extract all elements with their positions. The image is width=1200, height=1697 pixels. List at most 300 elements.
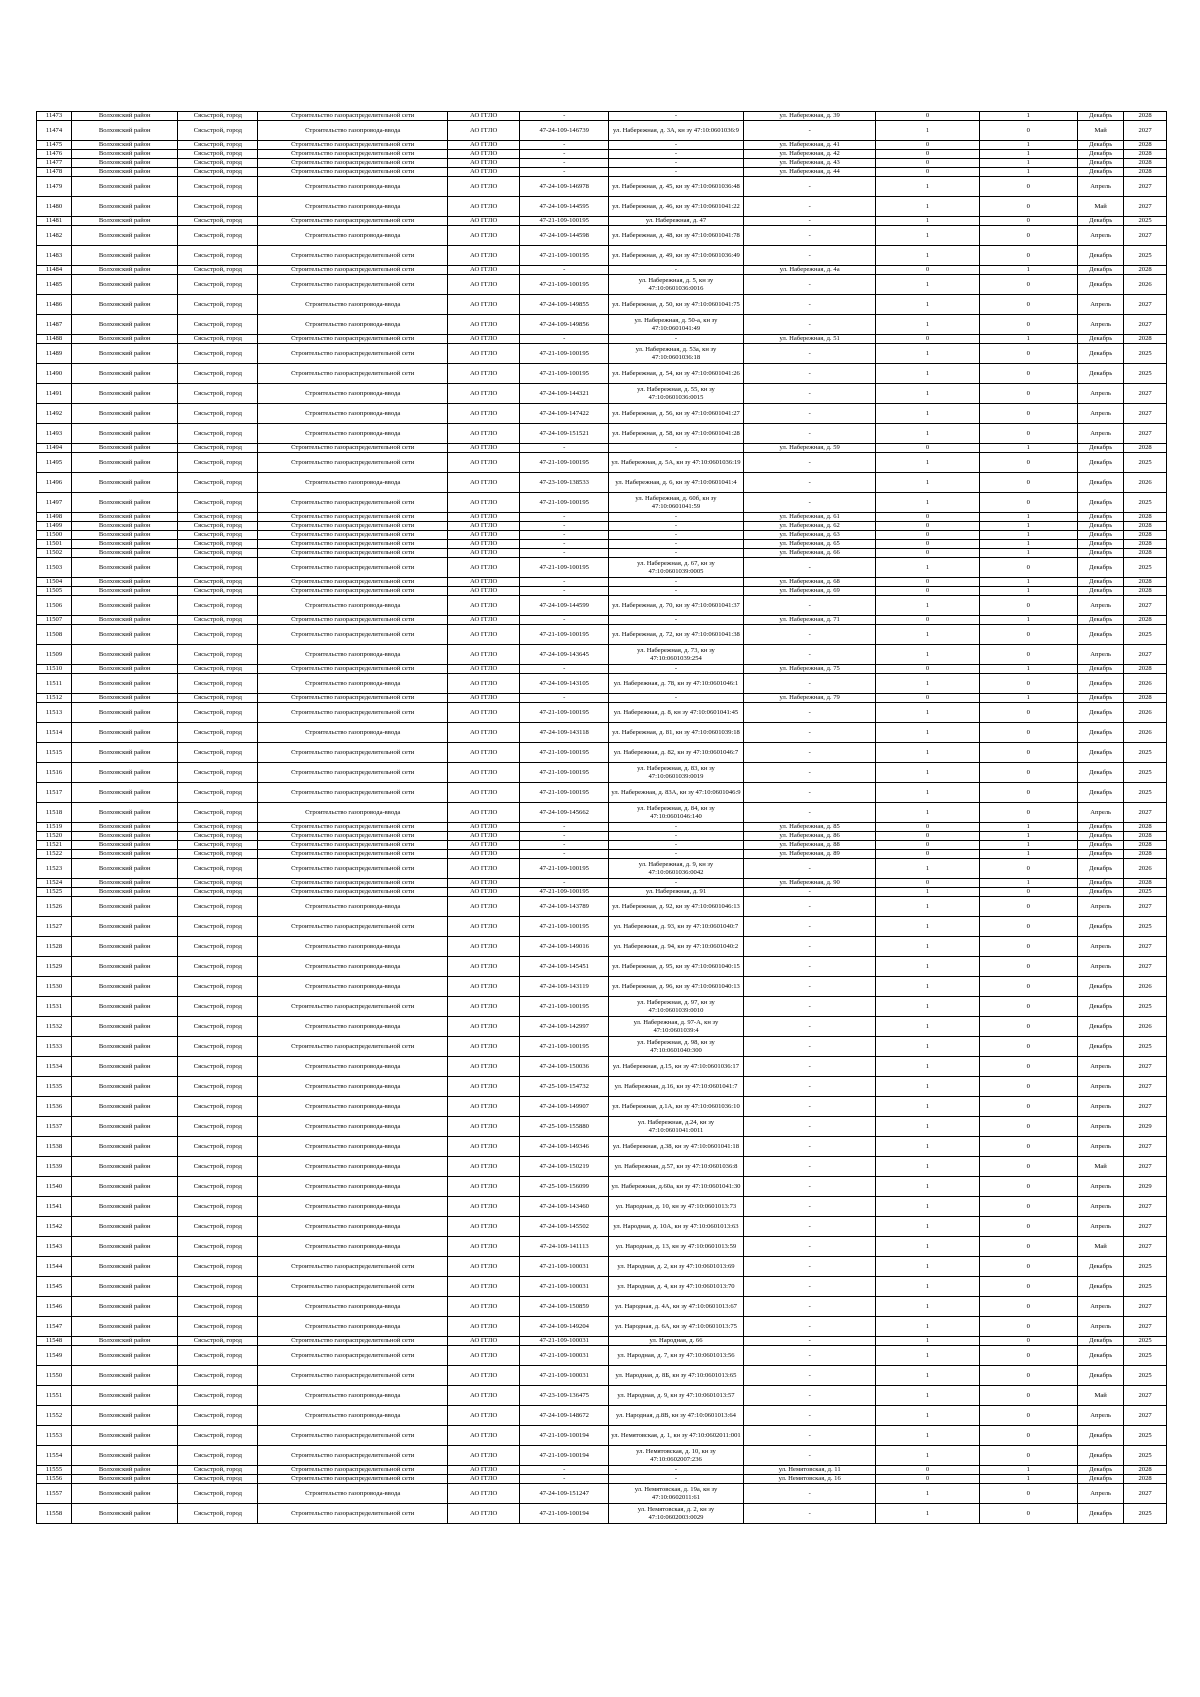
operator-cell: АО ГГЛО bbox=[447, 917, 519, 937]
flag-b-cell: 0 bbox=[979, 177, 1078, 197]
month-cell: Декабрь bbox=[1078, 444, 1124, 453]
district-cell: Волховский район bbox=[72, 674, 178, 694]
application-number-cell: 47-24-109-149855 bbox=[520, 295, 609, 315]
application-number-cell: 47-24-109-144599 bbox=[520, 596, 609, 616]
application-number-cell: 47-21-109-100031 bbox=[520, 1337, 609, 1346]
district-cell: Волховский район bbox=[72, 335, 178, 344]
street-address-cell: ул. Набережная, д. 66 bbox=[743, 549, 876, 558]
work-type-cell: Строительство газораспределительной сети bbox=[258, 1466, 448, 1475]
month-cell: Декабрь bbox=[1078, 763, 1124, 783]
flag-b-cell: 0 bbox=[979, 1057, 1078, 1077]
flag-b-cell: 0 bbox=[979, 1504, 1078, 1524]
settlement-cell: Сясьстрой, город bbox=[178, 226, 258, 246]
street-address-cell: - bbox=[743, 493, 876, 513]
row-number-cell: 11522 bbox=[37, 850, 72, 859]
cadastral-address-cell: - bbox=[609, 266, 744, 275]
district-cell: Волховский район bbox=[72, 1037, 178, 1057]
month-cell: Декабрь bbox=[1078, 674, 1124, 694]
table-row bbox=[37, 444, 1167, 453]
application-number-cell: 47-21-109-100195 bbox=[520, 888, 609, 897]
month-cell: Декабрь bbox=[1078, 540, 1124, 549]
flag-a-cell: 1 bbox=[876, 1406, 979, 1426]
flag-b-cell: 0 bbox=[979, 1406, 1078, 1426]
month-cell: Декабрь bbox=[1078, 1475, 1124, 1484]
row-number-cell: 11507 bbox=[37, 616, 72, 625]
table-row bbox=[37, 295, 1167, 315]
row-number-cell: 11503 bbox=[37, 558, 72, 578]
settlement-cell: Сясьстрой, город bbox=[178, 453, 258, 473]
operator-cell: АО ГГЛО bbox=[447, 384, 519, 404]
month-cell: Апрель bbox=[1078, 957, 1124, 977]
flag-b-cell: 1 bbox=[979, 879, 1078, 888]
settlement-cell: Сясьстрой, город bbox=[178, 645, 258, 665]
operator-cell: АО ГГЛО bbox=[447, 344, 519, 364]
flag-b-cell: 1 bbox=[979, 832, 1078, 841]
month-cell: Декабрь bbox=[1078, 1277, 1124, 1297]
row-number-cell: 11538 bbox=[37, 1137, 72, 1157]
work-type-cell: Строительство газораспределительной сети bbox=[258, 1037, 448, 1057]
operator-cell: АО ГГЛО bbox=[447, 1346, 519, 1366]
work-type-cell: Строительство газораспределительной сети bbox=[258, 578, 448, 587]
year-cell: 2028 bbox=[1124, 587, 1167, 596]
month-cell: Апрель bbox=[1078, 1057, 1124, 1077]
table-row bbox=[37, 217, 1167, 226]
row-number-cell: 11539 bbox=[37, 1157, 72, 1177]
flag-b-cell: 1 bbox=[979, 522, 1078, 531]
flag-b-cell: 1 bbox=[979, 823, 1078, 832]
flag-a-cell: 1 bbox=[876, 1177, 979, 1197]
district-cell: Волховский район bbox=[72, 159, 178, 168]
year-cell: 2029 bbox=[1124, 1117, 1167, 1137]
table-row bbox=[37, 1117, 1167, 1137]
settlement-cell: Сясьстрой, город bbox=[178, 493, 258, 513]
district-cell: Волховский район bbox=[72, 1257, 178, 1277]
row-number-cell: 11478 bbox=[37, 168, 72, 177]
month-cell: Декабрь bbox=[1078, 266, 1124, 275]
row-number-cell: 11502 bbox=[37, 549, 72, 558]
flag-b-cell: 0 bbox=[979, 246, 1078, 266]
table-row bbox=[37, 364, 1167, 384]
settlement-cell: Сясьстрой, город bbox=[178, 1157, 258, 1177]
cadastral-address-cell: ул. Набережная, д.38, кн зу 47:10:0601041:18 bbox=[609, 1137, 744, 1157]
operator-cell: АО ГГЛО bbox=[447, 674, 519, 694]
flag-a-cell: 1 bbox=[876, 1277, 979, 1297]
work-type-cell: Строительство газораспределительной сети bbox=[258, 364, 448, 384]
work-type-cell: Строительство газопровода-ввода bbox=[258, 957, 448, 977]
street-address-cell: - bbox=[743, 295, 876, 315]
application-number-cell: - bbox=[520, 879, 609, 888]
district-cell: Волховский район bbox=[72, 977, 178, 997]
operator-cell: АО ГГЛО bbox=[447, 832, 519, 841]
table-row bbox=[37, 1217, 1167, 1237]
flag-b-cell: 1 bbox=[979, 850, 1078, 859]
table-row bbox=[37, 493, 1167, 513]
row-number-cell: 11534 bbox=[37, 1057, 72, 1077]
street-address-cell: - bbox=[743, 1504, 876, 1524]
month-cell: Апрель bbox=[1078, 1484, 1124, 1504]
settlement-cell: Сясьстрой, город bbox=[178, 1217, 258, 1237]
district-cell: Волховский район bbox=[72, 850, 178, 859]
operator-cell: АО ГГЛО bbox=[447, 540, 519, 549]
settlement-cell: Сясьстрой, город bbox=[178, 977, 258, 997]
cadastral-address-cell: ул. Набережная, д.1А, кн зу 47:10:0601036:10 bbox=[609, 1097, 744, 1117]
street-address-cell: ул. Немятовская, д. 11 bbox=[743, 1466, 876, 1475]
flag-b-cell: 0 bbox=[979, 763, 1078, 783]
cadastral-address-cell: - bbox=[609, 832, 744, 841]
operator-cell: АО ГГЛО bbox=[447, 596, 519, 616]
street-address-cell: - bbox=[743, 1057, 876, 1077]
settlement-cell: Сясьстрой, город bbox=[178, 1077, 258, 1097]
flag-b-cell: 0 bbox=[979, 1017, 1078, 1037]
operator-cell: АО ГГЛО bbox=[447, 1117, 519, 1137]
cadastral-address-cell: ул. Народная, д. 4А, кн зу 47:10:0601013:67 bbox=[609, 1297, 744, 1317]
application-number-cell: 47-21-109-100195 bbox=[520, 453, 609, 473]
operator-cell: АО ГГЛО bbox=[447, 404, 519, 424]
district-cell: Волховский район bbox=[72, 226, 178, 246]
row-number-cell: 11520 bbox=[37, 832, 72, 841]
operator-cell: АО ГГЛО bbox=[447, 1317, 519, 1337]
operator-cell: АО ГГЛО bbox=[447, 977, 519, 997]
flag-b-cell: 1 bbox=[979, 159, 1078, 168]
settlement-cell: Сясьстрой, город bbox=[178, 1317, 258, 1337]
flag-a-cell: 1 bbox=[876, 1037, 979, 1057]
application-number-cell: 47-23-109-138533 bbox=[520, 473, 609, 493]
work-type-cell: Строительство газопровода-ввода bbox=[258, 1217, 448, 1237]
row-number-cell: 11473 bbox=[37, 112, 72, 121]
flag-a-cell: 1 bbox=[876, 493, 979, 513]
row-number-cell: 11537 bbox=[37, 1117, 72, 1137]
district-cell: Волховский район bbox=[72, 364, 178, 384]
year-cell: 2028 bbox=[1124, 665, 1167, 674]
street-address-cell: ул. Набережная, д. 75 bbox=[743, 665, 876, 674]
month-cell: Апрель bbox=[1078, 1197, 1124, 1217]
row-number-cell: 11546 bbox=[37, 1297, 72, 1317]
year-cell: 2028 bbox=[1124, 150, 1167, 159]
flag-b-cell: 0 bbox=[979, 937, 1078, 957]
settlement-cell: Сясьстрой, город bbox=[178, 1117, 258, 1137]
table-row bbox=[37, 522, 1167, 531]
application-number-cell: 47-23-109-136475 bbox=[520, 1386, 609, 1406]
month-cell: Апрель bbox=[1078, 315, 1124, 335]
flag-a-cell: 1 bbox=[876, 1297, 979, 1317]
application-number-cell: 47-21-109-100194 bbox=[520, 1504, 609, 1524]
cadastral-address-cell: ул. Немятовская, д. 19а, кн зу 47:10:0602011:61 bbox=[609, 1484, 744, 1504]
operator-cell: АО ГГЛО bbox=[447, 141, 519, 150]
row-number-cell: 11547 bbox=[37, 1317, 72, 1337]
work-type-cell: Строительство газораспределительной сети bbox=[258, 217, 448, 226]
street-address-cell: - bbox=[743, 1406, 876, 1426]
year-cell: 2028 bbox=[1124, 266, 1167, 275]
month-cell: Декабрь bbox=[1078, 832, 1124, 841]
row-number-cell: 11530 bbox=[37, 977, 72, 997]
street-address-cell: - bbox=[743, 217, 876, 226]
cadastral-address-cell: - bbox=[609, 522, 744, 531]
flag-b-cell: 0 bbox=[979, 1157, 1078, 1177]
application-number-cell: 47-21-109-100195 bbox=[520, 246, 609, 266]
row-number-cell: 11500 bbox=[37, 531, 72, 540]
application-number-cell: - bbox=[520, 531, 609, 540]
work-type-cell: Строительство газораспределительной сети bbox=[258, 625, 448, 645]
street-address-cell: ул. Набережная, д. 4а bbox=[743, 266, 876, 275]
flag-b-cell: 0 bbox=[979, 121, 1078, 141]
flag-a-cell: 1 bbox=[876, 1504, 979, 1524]
district-cell: Волховский район bbox=[72, 404, 178, 424]
row-number-cell: 11484 bbox=[37, 266, 72, 275]
flag-b-cell: 1 bbox=[979, 513, 1078, 522]
district-cell: Волховский район bbox=[72, 1097, 178, 1117]
district-cell: Волховский район bbox=[72, 1366, 178, 1386]
flag-a-cell: 1 bbox=[876, 743, 979, 763]
district-cell: Волховский район bbox=[72, 549, 178, 558]
flag-a-cell: 1 bbox=[876, 404, 979, 424]
work-type-cell: Строительство газораспределительной сети bbox=[258, 246, 448, 266]
work-type-cell: Строительство газораспределительной сети bbox=[258, 168, 448, 177]
district-cell: Волховский район bbox=[72, 859, 178, 879]
cadastral-address-cell: ул. Набережная, д. 58, кн зу 47:10:0601041:28 bbox=[609, 424, 744, 444]
district-cell: Волховский район bbox=[72, 141, 178, 150]
street-address-cell: - bbox=[743, 977, 876, 997]
year-cell: 2028 bbox=[1124, 141, 1167, 150]
row-number-cell: 11556 bbox=[37, 1475, 72, 1484]
flag-b-cell: 1 bbox=[979, 1466, 1078, 1475]
cadastral-address-cell: ул. Набережная, д. 84, кн зу 47:10:0601046:140 bbox=[609, 803, 744, 823]
application-number-cell: 47-24-109-150859 bbox=[520, 1297, 609, 1317]
cadastral-address-cell: ул. Набережная, д. 50, кн зу 47:10:0601041:75 bbox=[609, 295, 744, 315]
street-address-cell: ул. Набережная, д. 89 bbox=[743, 850, 876, 859]
district-cell: Волховский район bbox=[72, 522, 178, 531]
flag-b-cell: 0 bbox=[979, 977, 1078, 997]
settlement-cell: Сясьстрой, город bbox=[178, 384, 258, 404]
cadastral-address-cell: ул. Набережная, д.24, кн зу 47:10:0601041:0011 bbox=[609, 1117, 744, 1137]
flag-b-cell: 0 bbox=[979, 493, 1078, 513]
year-cell: 2027 bbox=[1124, 226, 1167, 246]
year-cell: 2026 bbox=[1124, 674, 1167, 694]
application-number-cell: 47-21-109-100195 bbox=[520, 703, 609, 723]
work-type-cell: Строительство газораспределительной сети bbox=[258, 823, 448, 832]
year-cell: 2028 bbox=[1124, 540, 1167, 549]
flag-a-cell: 0 bbox=[876, 150, 979, 159]
application-number-cell: 47-21-109-100195 bbox=[520, 763, 609, 783]
year-cell: 2027 bbox=[1124, 384, 1167, 404]
year-cell: 2025 bbox=[1124, 783, 1167, 803]
year-cell: 2027 bbox=[1124, 1297, 1167, 1317]
settlement-cell: Сясьстрой, город bbox=[178, 1057, 258, 1077]
month-cell: Декабрь bbox=[1078, 625, 1124, 645]
work-type-cell: Строительство газопровода-ввода bbox=[258, 1017, 448, 1037]
flag-a-cell: 1 bbox=[876, 473, 979, 493]
flag-a-cell: 0 bbox=[876, 616, 979, 625]
flag-b-cell: 0 bbox=[979, 723, 1078, 743]
flag-b-cell: 0 bbox=[979, 859, 1078, 879]
street-address-cell: - bbox=[743, 1017, 876, 1037]
row-number-cell: 11517 bbox=[37, 783, 72, 803]
settlement-cell: Сясьстрой, город bbox=[178, 703, 258, 723]
table-row bbox=[37, 1017, 1167, 1037]
month-cell: Декабрь bbox=[1078, 112, 1124, 121]
flag-a-cell: 1 bbox=[876, 1217, 979, 1237]
month-cell: Апрель bbox=[1078, 424, 1124, 444]
operator-cell: АО ГГЛО bbox=[447, 743, 519, 763]
operator-cell: АО ГГЛО bbox=[447, 1406, 519, 1426]
work-type-cell: Строительство газопровода-ввода bbox=[258, 1197, 448, 1217]
street-address-cell: - bbox=[743, 1426, 876, 1446]
cadastral-address-cell: - bbox=[609, 578, 744, 587]
month-cell: Декабрь bbox=[1078, 1257, 1124, 1277]
work-type-cell: Строительство газораспределительной сети bbox=[258, 513, 448, 522]
row-number-cell: 11475 bbox=[37, 141, 72, 150]
flag-a-cell: 1 bbox=[876, 1346, 979, 1366]
flag-b-cell: 0 bbox=[979, 1237, 1078, 1257]
application-number-cell: 47-24-109-149346 bbox=[520, 1137, 609, 1157]
settlement-cell: Сясьстрой, город bbox=[178, 549, 258, 558]
flag-a-cell: 0 bbox=[876, 522, 979, 531]
cadastral-address-cell: ул. Народная, д. 7, кн зу 47:10:0601013:56 bbox=[609, 1346, 744, 1366]
table-row bbox=[37, 1366, 1167, 1386]
row-number-cell: 11532 bbox=[37, 1017, 72, 1037]
year-cell: 2027 bbox=[1124, 1406, 1167, 1426]
street-address-cell: - bbox=[743, 197, 876, 217]
work-type-cell: Строительство газораспределительной сети bbox=[258, 1475, 448, 1484]
district-cell: Волховский район bbox=[72, 823, 178, 832]
application-number-cell: - bbox=[520, 841, 609, 850]
operator-cell: АО ГГЛО bbox=[447, 266, 519, 275]
table-row bbox=[37, 246, 1167, 266]
settlement-cell: Сясьстрой, город bbox=[178, 1337, 258, 1346]
application-number-cell: 47-21-109-100195 bbox=[520, 743, 609, 763]
cadastral-address-cell: - bbox=[609, 694, 744, 703]
year-cell: 2027 bbox=[1124, 1217, 1167, 1237]
work-type-cell: Строительство газораспределительной сети bbox=[258, 783, 448, 803]
application-number-cell: - bbox=[520, 694, 609, 703]
operator-cell: АО ГГЛО bbox=[447, 335, 519, 344]
row-number-cell: 11504 bbox=[37, 578, 72, 587]
flag-a-cell: 0 bbox=[876, 540, 979, 549]
district-cell: Волховский район bbox=[72, 723, 178, 743]
month-cell: Апрель bbox=[1078, 1137, 1124, 1157]
street-address-cell: ул. Немятовская, д. 16 bbox=[743, 1475, 876, 1484]
district-cell: Волховский район bbox=[72, 266, 178, 275]
work-type-cell: Строительство газораспределительной сети bbox=[258, 743, 448, 763]
flag-a-cell: 0 bbox=[876, 266, 979, 275]
street-address-cell: - bbox=[743, 275, 876, 295]
street-address-cell: ул. Набережная, д. 88 bbox=[743, 841, 876, 850]
month-cell: Апрель bbox=[1078, 295, 1124, 315]
flag-b-cell: 0 bbox=[979, 997, 1078, 1017]
work-type-cell: Строительство газораспределительной сети bbox=[258, 1337, 448, 1346]
flag-a-cell: 1 bbox=[876, 1097, 979, 1117]
operator-cell: АО ГГЛО bbox=[447, 625, 519, 645]
operator-cell: АО ГГЛО bbox=[447, 694, 519, 703]
flag-a-cell: 1 bbox=[876, 803, 979, 823]
cadastral-address-cell: ул. Набережная, д. 82, кн зу 47:10:0601046:7 bbox=[609, 743, 744, 763]
month-cell: Декабрь bbox=[1078, 493, 1124, 513]
cadastral-address-cell: ул. Набережная, д. 48, кн зу 47:10:0601041:78 bbox=[609, 226, 744, 246]
table-row bbox=[37, 723, 1167, 743]
operator-cell: АО ГГЛО bbox=[447, 112, 519, 121]
flag-a-cell: 1 bbox=[876, 763, 979, 783]
table-row bbox=[37, 674, 1167, 694]
settlement-cell: Сясьстрой, город bbox=[178, 997, 258, 1017]
district-cell: Волховский район bbox=[72, 841, 178, 850]
work-type-cell: Строительство газопровода-ввода bbox=[258, 121, 448, 141]
flag-a-cell: 0 bbox=[876, 112, 979, 121]
street-address-cell: - bbox=[743, 558, 876, 578]
table-row bbox=[37, 977, 1167, 997]
table-row bbox=[37, 549, 1167, 558]
application-number-cell: 47-21-109-100195 bbox=[520, 1037, 609, 1057]
work-type-cell: Строительство газораспределительной сети bbox=[258, 1277, 448, 1297]
application-number-cell: 47-21-109-100195 bbox=[520, 625, 609, 645]
street-address-cell: ул. Набережная, д. 90 bbox=[743, 879, 876, 888]
month-cell: Апрель bbox=[1078, 1297, 1124, 1317]
row-number-cell: 11505 bbox=[37, 587, 72, 596]
application-number-cell: - bbox=[520, 616, 609, 625]
operator-cell: АО ГГЛО bbox=[447, 217, 519, 226]
district-cell: Волховский район bbox=[72, 937, 178, 957]
row-number-cell: 11554 bbox=[37, 1446, 72, 1466]
row-number-cell: 11527 bbox=[37, 917, 72, 937]
flag-b-cell: 1 bbox=[979, 665, 1078, 674]
row-number-cell: 11551 bbox=[37, 1386, 72, 1406]
flag-a-cell: 0 bbox=[876, 531, 979, 540]
application-number-cell: 47-24-109-146739 bbox=[520, 121, 609, 141]
flag-b-cell: 0 bbox=[979, 1337, 1078, 1346]
flag-b-cell: 0 bbox=[979, 1484, 1078, 1504]
district-cell: Волховский район bbox=[72, 703, 178, 723]
flag-b-cell: 1 bbox=[979, 112, 1078, 121]
flag-a-cell: 1 bbox=[876, 275, 979, 295]
month-cell: Декабрь bbox=[1078, 743, 1124, 763]
work-type-cell: Строительство газораспределительной сети bbox=[258, 558, 448, 578]
district-cell: Волховский район bbox=[72, 540, 178, 549]
year-cell: 2028 bbox=[1124, 444, 1167, 453]
district-cell: Волховский район bbox=[72, 1346, 178, 1366]
flag-a-cell: 1 bbox=[876, 1057, 979, 1077]
operator-cell: АО ГГЛО bbox=[447, 803, 519, 823]
street-address-cell: - bbox=[743, 997, 876, 1017]
month-cell: Декабрь bbox=[1078, 1504, 1124, 1524]
district-cell: Волховский район bbox=[72, 315, 178, 335]
cadastral-address-cell: ул. Набережная, д. 8, кн зу 47:10:0601041:45 bbox=[609, 703, 744, 723]
street-address-cell: ул. Набережная, д. 63 bbox=[743, 531, 876, 540]
table-row bbox=[37, 850, 1167, 859]
street-address-cell: - bbox=[743, 1346, 876, 1366]
flag-b-cell: 0 bbox=[979, 917, 1078, 937]
cadastral-address-cell: - bbox=[609, 616, 744, 625]
operator-cell: АО ГГЛО bbox=[447, 549, 519, 558]
flag-a-cell: 0 bbox=[876, 141, 979, 150]
work-type-cell: Строительство газораспределительной сети bbox=[258, 1257, 448, 1277]
cadastral-address-cell: ул. Набережная, д. 49, кн зу 47:10:0601036:49 bbox=[609, 246, 744, 266]
work-type-cell: Строительство газораспределительной сети bbox=[258, 879, 448, 888]
month-cell: Декабрь bbox=[1078, 335, 1124, 344]
table-row bbox=[37, 1137, 1167, 1157]
flag-a-cell: 0 bbox=[876, 1475, 979, 1484]
flag-b-cell: 0 bbox=[979, 424, 1078, 444]
application-number-cell: 47-24-109-144598 bbox=[520, 226, 609, 246]
street-address-cell: ул. Набережная, д. 69 bbox=[743, 587, 876, 596]
work-type-cell: Строительство газораспределительной сети bbox=[258, 997, 448, 1017]
settlement-cell: Сясьстрой, город bbox=[178, 177, 258, 197]
street-address-cell: - bbox=[743, 1077, 876, 1097]
district-cell: Волховский район bbox=[72, 384, 178, 404]
operator-cell: АО ГГЛО bbox=[447, 531, 519, 540]
operator-cell: АО ГГЛО bbox=[447, 364, 519, 384]
year-cell: 2027 bbox=[1124, 897, 1167, 917]
row-number-cell: 11542 bbox=[37, 1217, 72, 1237]
work-type-cell: Строительство газораспределительной сети bbox=[258, 763, 448, 783]
operator-cell: АО ГГЛО bbox=[447, 453, 519, 473]
